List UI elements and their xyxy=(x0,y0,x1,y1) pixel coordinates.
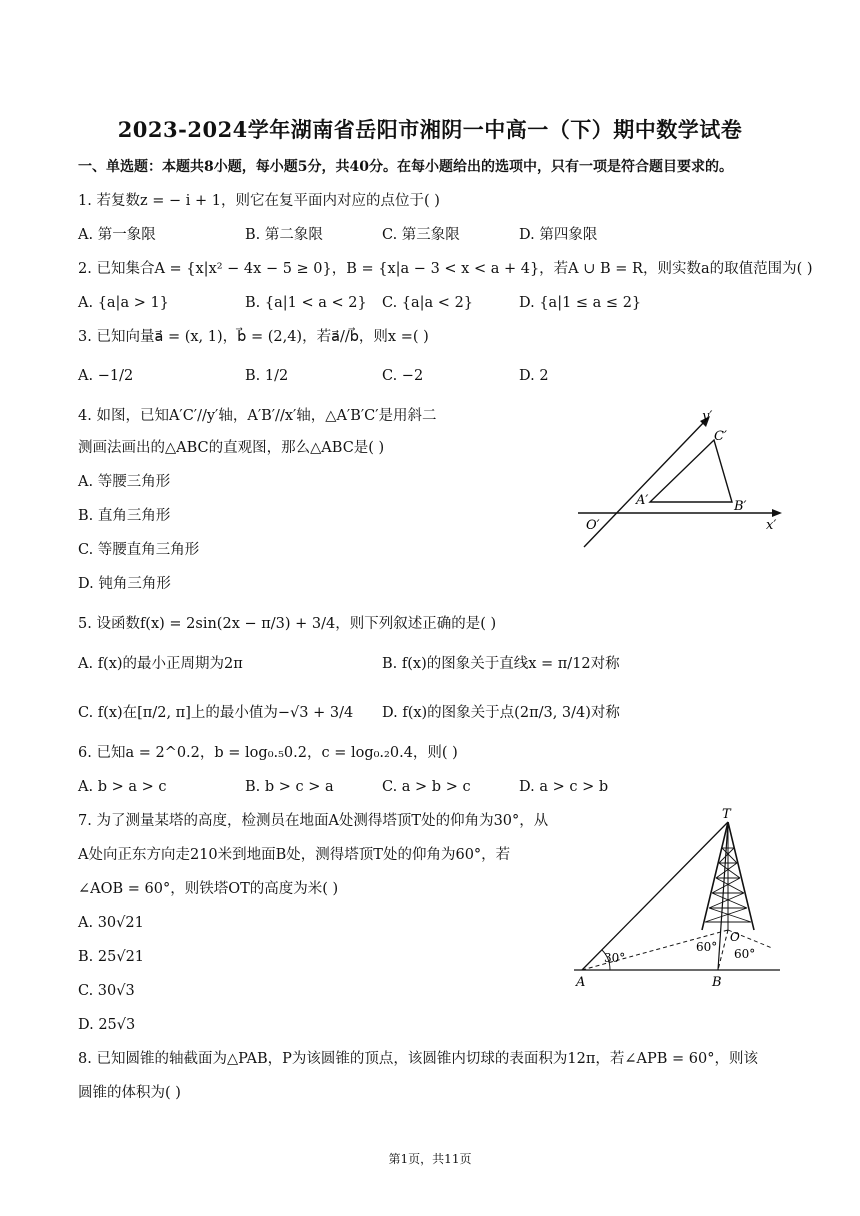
label-c-prime: C′ xyxy=(714,429,727,444)
label-a-prime: A′ xyxy=(636,493,649,508)
question-7-stem-line1: 7. 为了测量某塔的高度，检测员在地面A处测得塔顶T处的仰角为30°，从 xyxy=(78,813,549,829)
q6-option-b: B. b > c > a xyxy=(245,779,334,795)
question-1-stem: 1. 若复数z = − i + 1，则它在复平面内对应的点位于( ) xyxy=(78,193,440,209)
label-b-prime: B′ xyxy=(734,499,747,514)
q7-option-c: C. 30√3 xyxy=(78,983,135,999)
q3-option-a: A. −1/2 xyxy=(78,368,134,384)
q2-option-b: B. {a|1 < a < 2} xyxy=(245,295,367,311)
question-5-stem: 5. 设函数f(x) = 2sin(2x − π/3) + 3/4，则下列叙述正确的是( ) xyxy=(78,616,497,632)
q3-option-b: B. 1/2 xyxy=(245,368,289,384)
label-y-prime: y′ xyxy=(702,409,713,424)
q4-option-d: D. 钝角三角形 xyxy=(78,576,171,592)
q7-option-b: B. 25√21 xyxy=(78,949,145,965)
q7-option-a: A. 30√21 xyxy=(78,915,144,931)
q5-option-b: B. f(x)的图象关于直线x = π/12对称 xyxy=(382,656,620,672)
q2-option-d: D. {a|1 ≤ a ≤ 2} xyxy=(519,295,642,311)
q6-option-a: A. b > a > c xyxy=(78,779,167,795)
q1-option-b: B. 第二象限 xyxy=(245,227,323,243)
q3-option-c: C. −2 xyxy=(382,368,424,384)
label-o-prime: O′ xyxy=(586,518,600,533)
label-a: A xyxy=(576,975,586,990)
label-b: B xyxy=(712,975,722,990)
angle-30-label: 30° xyxy=(604,951,626,965)
question-7-stem-line3: ∠AOB = 60°，则铁塔OT的高度为米( ) xyxy=(78,881,339,897)
angle-60-label-right: 60° xyxy=(734,947,756,961)
question-3-stem: 3. 已知向量a⃗ = (x, 1)，b⃗ = (2,4)，若a⃗//b⃗，则x =( ) xyxy=(78,329,429,345)
q4-option-c: C. 等腰直角三角形 xyxy=(78,542,200,558)
angle-60-label-left: 60° xyxy=(696,940,718,954)
q6-option-c: C. a > b > c xyxy=(382,779,471,795)
oblique-projection-figure xyxy=(578,404,788,549)
page-footer: 第1页，共11页 xyxy=(388,1152,472,1166)
question-4-stem-line2: 测画法画出的△ABC的直观图，那么△ABC是( ) xyxy=(78,440,385,456)
page-title: 2023-2024学年湖南省岳阳市湘阴一中高一（下）期中数学试卷 xyxy=(117,117,743,142)
tower-figure xyxy=(572,808,784,990)
label-o: O xyxy=(730,930,740,944)
q5-option-a: A. f(x)的最小正周期为2π xyxy=(78,656,243,672)
q2-option-a: A. {a|a > 1} xyxy=(78,295,169,311)
q7-option-d: D. 25√3 xyxy=(78,1017,136,1033)
question-6-stem: 6. 已知a = 2^0.2，b = log₀.₅0.2，c = log₀.₂0.4，则( ) xyxy=(78,745,458,761)
question-2-stem: 2. 已知集合A = {x|x² − 4x − 5 ≥ 0}，B = {x|a − 3 < x < a + 4}，若A ∪ B = R，则实数a的取值范围为( ) xyxy=(78,261,813,277)
q5-option-d: D. f(x)的图象关于点(2π/3, 3/4)对称 xyxy=(382,705,620,721)
label-t: T xyxy=(722,808,731,822)
q2-option-c: C. {a|a < 2} xyxy=(382,295,474,311)
question-7-stem-line2: A处向正东方向走210米到地面B处，测得塔顶T处的仰角为60°，若 xyxy=(78,847,511,863)
q3-option-d: D. 2 xyxy=(519,368,549,384)
q1-option-d: D. 第四象限 xyxy=(519,227,598,243)
q4-option-b: B. 直角三角形 xyxy=(78,508,171,524)
question-8-stem-line2: 圆锥的体积为( ) xyxy=(78,1085,181,1101)
q4-option-a: A. 等腰三角形 xyxy=(78,474,171,490)
q6-option-d: D. a > c > b xyxy=(519,779,609,795)
q1-option-a: A. 第一象限 xyxy=(78,227,156,243)
question-4-stem-line1: 4. 如图，已知A′C′//y′轴，A′B′//x′轴，△A′B′C′是用斜二 xyxy=(78,408,437,424)
section-heading: 一、单选题：本题共8小题，每小题5分，共40分。在每小题给出的选项中，只有一项是符合题目要求的。 xyxy=(78,159,733,175)
q1-option-c: C. 第三象限 xyxy=(382,227,460,243)
label-x-prime: x′ xyxy=(766,518,777,533)
question-8-stem-line1: 8. 已知圆锥的轴截面为△PAB，P为该圆锥的顶点，该圆锥内切球的表面积为12π，若∠APB = 60°，则该 xyxy=(78,1051,758,1067)
q5-option-c: C. f(x)在[π/2, π]上的最小值为−√3 + 3/4 xyxy=(78,705,354,721)
